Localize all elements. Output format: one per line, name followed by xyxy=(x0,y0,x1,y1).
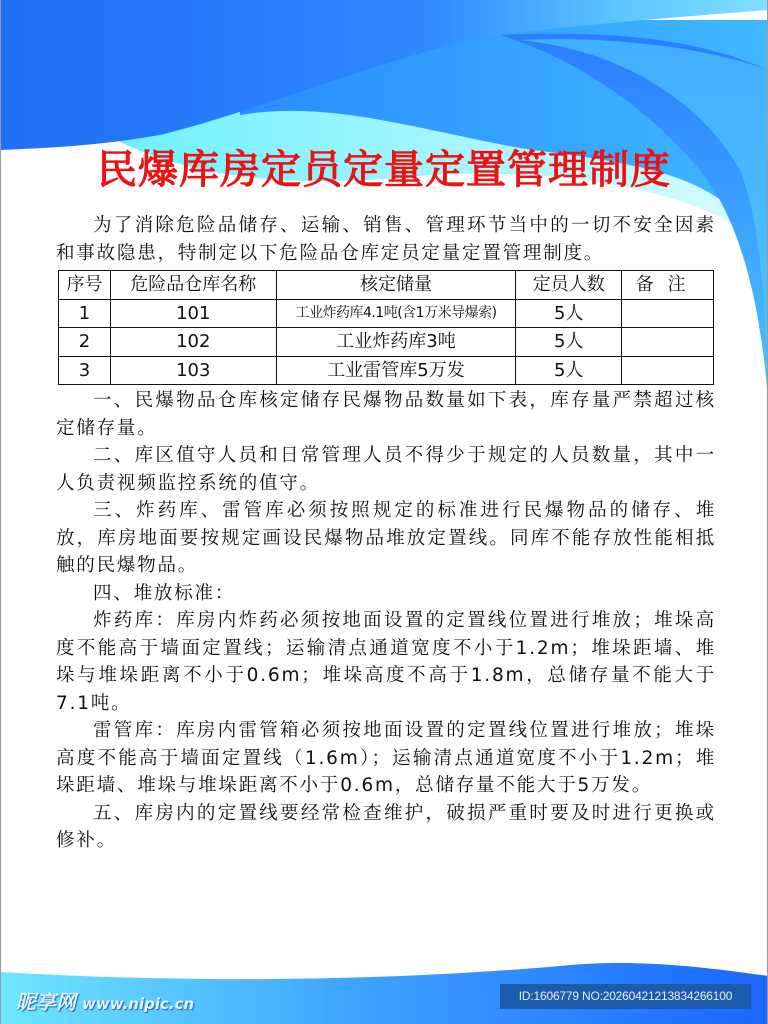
poster-body xyxy=(56,212,716,855)
cell-index: 2 xyxy=(59,328,111,357)
storage-quota-table xyxy=(58,270,714,385)
section-4-heading: 四、堆放标准： xyxy=(93,582,236,604)
cell-staff-count: 5人 xyxy=(516,299,622,328)
col-header-staff-count: 定员人数 xyxy=(516,271,622,300)
intro-paragraph: 为了消除危险品储存、运输、销售、管理环节当中的一切不安全因素和事故隐患，特制定以下危险品仓库定员定量定置管理制度。 xyxy=(56,215,716,264)
col-header-warehouse-name: 危险品仓库名称 xyxy=(110,271,276,300)
cell-warehouse-name: 101 xyxy=(110,299,276,328)
section-5-paragraph: 五、库房内的定置线要经常检查维护，破损严重时要及时进行更换或修补。 xyxy=(56,802,716,851)
col-header-index: 序号 xyxy=(59,271,111,300)
col-header-remarks: 备注 xyxy=(622,271,714,300)
col-header-approved-capacity: 核定储量 xyxy=(276,271,516,300)
cell-staff-count: 5人 xyxy=(516,328,622,357)
cell-warehouse-name: 103 xyxy=(110,356,276,385)
table-row xyxy=(59,328,714,357)
cell-remarks xyxy=(622,356,714,385)
explosives-storage-paragraph: 炸药库：库房内炸药必须按地面设置的定置线位置进行堆放；堆垛高度不能高于墙面定置线；运输清点通道宽度不小于1.2m；堆垛距墙、堆垛与堆垛距离不小于0.6m；堆垛高度不高于1.8m，总储存量不能大于7.1吨。 xyxy=(56,610,716,714)
image-id-label: ID:1606779 NO:20260421213834266100 xyxy=(500,984,751,1009)
cell-index: 3 xyxy=(59,356,111,385)
watermark-url: www.nipic.cn xyxy=(82,995,195,1013)
detonator-storage-paragraph: 雷管库：库房内雷管箱必须按地面设置的定置线位置进行堆放；堆垛高度不能高于墙面定置线（1.6m）；运输清点通道宽度不小于1.2m；堆垛距墙、堆垛与堆垛距离不小于0.6m，总储存量不能大于5万发。 xyxy=(56,720,716,796)
cell-approved-capacity: 工业炸药库4.1吨(含1万米导爆索) xyxy=(276,299,516,328)
cell-warehouse-name: 102 xyxy=(110,328,276,357)
watermark-logo-text: 昵享网 xyxy=(16,990,76,1014)
section-3-paragraph: 三、炸药库、雷管库必须按照规定的标准进行民爆物品的储存、堆放，库房地面要按规定画设民爆物品堆放定置线。同库不能存放性能相抵触的民爆物品。 xyxy=(56,500,716,576)
table-row xyxy=(59,299,714,328)
cell-approved-capacity: 工业炸药库3吨 xyxy=(276,328,516,357)
poster-title: 民爆库房定员定量定置管理制度 xyxy=(97,147,671,193)
table-header-row xyxy=(59,271,714,300)
cell-index: 1 xyxy=(59,299,111,328)
cell-remarks xyxy=(622,328,714,357)
cell-approved-capacity: 工业雷管库5万发 xyxy=(276,356,516,385)
table-row xyxy=(59,356,714,385)
section-1-paragraph: 一、民爆物品仓库核定储存民爆物品数量如下表，库存量严禁超过核定储存量。 xyxy=(56,390,716,439)
cell-remarks xyxy=(622,299,714,328)
section-2-paragraph: 二、库区值守人员和日常管理人员不得少于规定的人员数量，其中一人负责视频监控系统的值守。 xyxy=(56,445,716,494)
watermark-logo xyxy=(16,986,194,1015)
cell-staff-count: 5人 xyxy=(516,356,622,385)
